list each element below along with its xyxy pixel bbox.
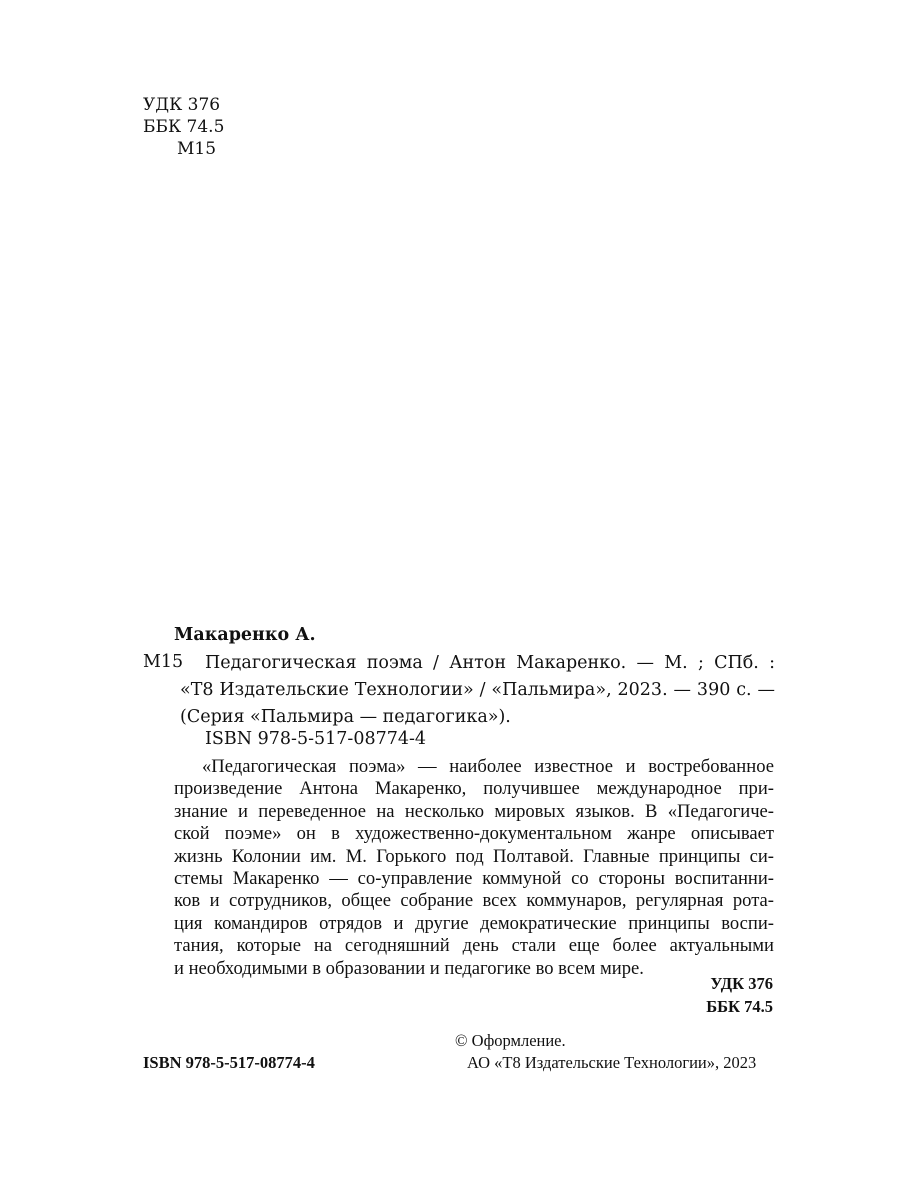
bbk-code-bottom: ББК 74.5 — [706, 997, 773, 1016]
annotation-line: знание и переведенное на несколько мировых языков. В «Педагогиче- — [174, 800, 774, 822]
annotation-line: тания, которые на сегодняшний день стали еще более актуальными — [174, 935, 774, 957]
annotation-line: ков и сотрудников, общее собрание всех коммунаров, регулярная рота- — [174, 890, 774, 912]
udk-code-bottom: УДК 376 — [710, 974, 773, 993]
bibliographic-description — [180, 650, 775, 731]
udk-code: УДК 376 — [143, 95, 221, 115]
annotation — [174, 756, 774, 980]
bib-line: Педагогическая поэма / Антон Макаренко. — М. ; СПб. : — [205, 653, 775, 673]
copyright-notice — [455, 1030, 756, 1074]
bib-line: «Т8 Издательские Технологии» / «Пальмира», 2023. — 390 с. — — [180, 680, 775, 700]
bottom-classification-codes — [706, 972, 773, 1018]
isbn-record: ISBN 978-5-517-08774-4 — [205, 729, 427, 749]
annotation-line: стемы Макаренко — со-управление коммуной со стороны воспитанни- — [174, 868, 774, 890]
top-classification-codes — [143, 94, 224, 160]
annotation-line: «Педагогическая поэма» — наиболее известное и востребованное — [202, 756, 774, 777]
author-heading: Макаренко А. — [174, 625, 316, 645]
annotation-line: ской поэме» он в художественно-документальном жанре описывает — [174, 823, 774, 845]
author-sign-inline: М15 — [143, 652, 184, 672]
annotation-line: произведение Антона Макаренко, получившее международное при- — [174, 778, 774, 800]
bib-line: (Серия «Пальмира — педагогика»). — [180, 707, 511, 727]
isbn-bottom: ISBN 978-5-517-08774-4 — [143, 1053, 315, 1072]
annotation-line: ция командиров отрядов и другие демократические принципы воспи- — [174, 912, 774, 934]
copyright-line-design: © Оформление. — [455, 1031, 566, 1050]
author-sign: М15 — [177, 139, 217, 159]
copyright-line-publisher: АО «Т8 Издательские Технологии», 2023 — [467, 1053, 757, 1072]
annotation-line: и необходимыми в образовании и педагогике во всем мире. — [174, 957, 644, 979]
annotation-line: жизнь Колонии им. М. Горького под Полтавой. Главные принципы си- — [174, 845, 774, 867]
bbk-code: ББК 74.5 — [143, 117, 225, 137]
